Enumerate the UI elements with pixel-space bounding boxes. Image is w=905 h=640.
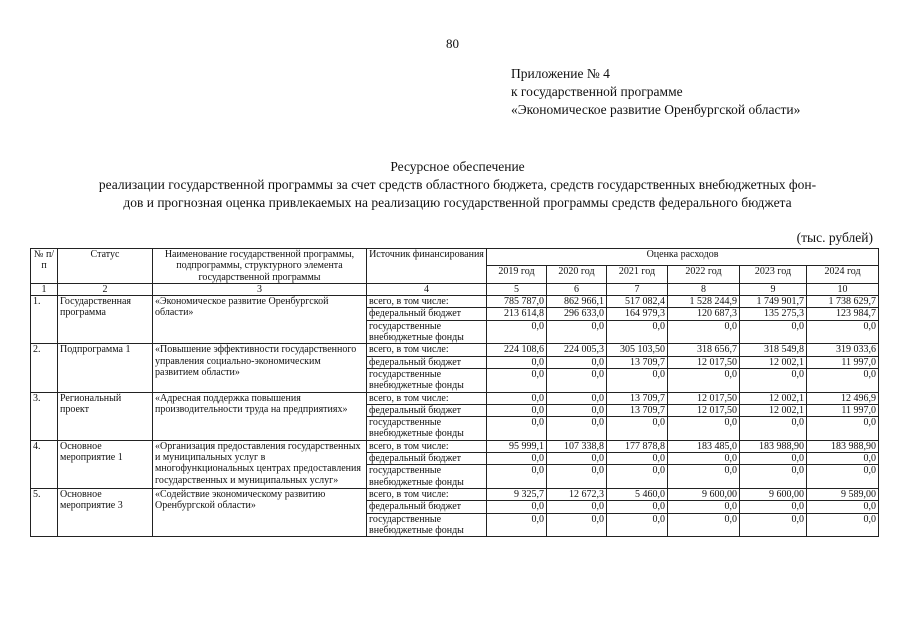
value-cell: 12 672,3 — [547, 488, 607, 500]
row-source: всего, в том числе: — [367, 392, 487, 404]
header-year: 2023 год — [740, 266, 807, 283]
row-number: 2. — [31, 344, 58, 392]
units-label: (тыс. рублей) — [796, 230, 873, 245]
value-cell: 0,0 — [740, 513, 807, 537]
row-source: государственные внебюджетные фонды — [367, 513, 487, 537]
value-cell: 0,0 — [547, 417, 607, 441]
value-cell: 1 738 629,7 — [807, 296, 879, 308]
value-cell: 0,0 — [668, 513, 740, 537]
value-cell: 0,0 — [607, 465, 668, 489]
row-name: «Адресная поддержка повышения производительности труда на предприятиях» — [153, 392, 367, 440]
value-cell: 305 103,50 — [607, 344, 668, 356]
heading-line: дов и прогнозная оценка привлекаемых на реализацию государственной программы средств федерального бюджета — [123, 195, 792, 210]
value-cell: 0,0 — [487, 501, 547, 513]
appendix-line: к государственной программе — [511, 84, 683, 99]
value-cell: 0,0 — [607, 513, 668, 537]
value-cell: 0,0 — [607, 453, 668, 465]
value-cell: 0,0 — [807, 465, 879, 489]
value-cell: 0,0 — [807, 417, 879, 441]
value-cell: 0,0 — [547, 404, 607, 416]
value-cell: 11 997,0 — [807, 404, 879, 416]
row-status: Основное мероприятие 3 — [58, 488, 153, 536]
value-cell: 862 966,1 — [547, 296, 607, 308]
index-cell: 1 — [31, 283, 58, 295]
value-cell: 0,0 — [547, 453, 607, 465]
index-cell: 3 — [153, 283, 367, 295]
header-row — [31, 249, 879, 266]
header-estimate: Оценка расходов — [487, 249, 879, 266]
value-cell: 0,0 — [740, 465, 807, 489]
row-source: всего, в том числе: — [367, 296, 487, 308]
value-cell: 183 485,0 — [668, 440, 740, 452]
value-cell: 11 997,0 — [807, 356, 879, 368]
row-source: федеральный бюджет — [367, 308, 487, 320]
value-cell: 135 275,3 — [740, 308, 807, 320]
value-cell: 12 496,9 — [807, 392, 879, 404]
header-year: 2019 год — [487, 266, 547, 283]
value-cell: 9 600,00 — [668, 488, 740, 500]
index-cell: 9 — [740, 283, 807, 295]
value-cell: 0,0 — [487, 453, 547, 465]
row-source: федеральный бюджет — [367, 501, 487, 513]
row-status: Государственная программа — [58, 296, 153, 344]
header-name: Наименование государственной программы, подпрограммы, структурного элемента государственной программы — [153, 249, 367, 284]
value-cell: 0,0 — [487, 404, 547, 416]
table-row — [31, 296, 879, 308]
value-cell: 0,0 — [487, 465, 547, 489]
index-cell: 10 — [807, 283, 879, 295]
value-cell: 0,0 — [547, 368, 607, 392]
appendix-line: «Экономическое развитие Оренбургской области» — [511, 102, 801, 117]
header-year: 2020 год — [547, 266, 607, 283]
header-year: 2021 год — [607, 266, 668, 283]
value-cell: 177 878,8 — [607, 440, 668, 452]
row-source: государственные внебюджетные фонды — [367, 465, 487, 489]
index-cell: 5 — [487, 283, 547, 295]
row-source: федеральный бюджет — [367, 356, 487, 368]
value-cell: 0,0 — [668, 368, 740, 392]
row-number: 3. — [31, 392, 58, 440]
value-cell: 0,0 — [607, 320, 668, 344]
row-source: всего, в том числе: — [367, 488, 487, 500]
row-number: 4. — [31, 440, 58, 488]
value-cell: 0,0 — [668, 501, 740, 513]
index-cell: 6 — [547, 283, 607, 295]
value-cell: 0,0 — [807, 501, 879, 513]
header-source: Источник финансирования — [367, 249, 487, 284]
row-source: государственные внебюджетные фонды — [367, 417, 487, 441]
value-cell: 224 005,3 — [547, 344, 607, 356]
value-cell: 0,0 — [807, 513, 879, 537]
value-cell: 785 787,0 — [487, 296, 547, 308]
row-name: «Повышение эффективности государственного управления социально-экономическим развитием области» — [153, 344, 367, 392]
value-cell: 0,0 — [807, 453, 879, 465]
row-number: 5. — [31, 488, 58, 536]
value-cell: 95 999,1 — [487, 440, 547, 452]
header-num: № п/п — [31, 249, 58, 284]
value-cell: 0,0 — [547, 392, 607, 404]
value-cell: 0,0 — [547, 465, 607, 489]
appendix-line: Приложение № 4 — [511, 66, 610, 81]
value-cell: 13 709,7 — [607, 392, 668, 404]
value-cell: 0,0 — [668, 417, 740, 441]
index-cell: 8 — [668, 283, 740, 295]
value-cell: 0,0 — [807, 368, 879, 392]
value-cell: 0,0 — [487, 513, 547, 537]
value-cell: 12 017,50 — [668, 356, 740, 368]
row-source: всего, в том числе: — [367, 344, 487, 356]
row-source: государственные внебюджетные фонды — [367, 320, 487, 344]
value-cell: 0,0 — [487, 417, 547, 441]
row-source: всего, в том числе: — [367, 440, 487, 452]
table-row — [31, 488, 879, 500]
value-cell: 319 033,6 — [807, 344, 879, 356]
value-cell: 0,0 — [740, 320, 807, 344]
value-cell: 224 108,6 — [487, 344, 547, 356]
value-cell: 13 709,7 — [607, 356, 668, 368]
value-cell: 0,0 — [547, 320, 607, 344]
value-cell: 12 002,1 — [740, 392, 807, 404]
value-cell: 0,0 — [607, 368, 668, 392]
header-year: 2024 год — [807, 266, 879, 283]
value-cell: 123 984,7 — [807, 308, 879, 320]
row-name: «Содействие экономическому развитию Оренбургской области» — [153, 488, 367, 536]
value-cell: 0,0 — [487, 392, 547, 404]
value-cell: 0,0 — [668, 320, 740, 344]
value-cell: 183 988,90 — [740, 440, 807, 452]
value-cell: 0,0 — [740, 501, 807, 513]
value-cell: 12 017,50 — [668, 392, 740, 404]
value-cell: 0,0 — [668, 453, 740, 465]
value-cell: 0,0 — [547, 501, 607, 513]
value-cell: 0,0 — [607, 501, 668, 513]
value-cell: 0,0 — [487, 320, 547, 344]
value-cell: 0,0 — [668, 465, 740, 489]
table-row — [31, 344, 879, 356]
value-cell: 318 549,8 — [740, 344, 807, 356]
row-source: федеральный бюджет — [367, 404, 487, 416]
value-cell: 9 325,7 — [487, 488, 547, 500]
budget-table — [30, 248, 879, 537]
value-cell: 164 979,3 — [607, 308, 668, 320]
index-row — [31, 283, 879, 295]
value-cell: 5 460,0 — [607, 488, 668, 500]
appendix-note — [511, 65, 800, 119]
value-cell: 9 589,00 — [807, 488, 879, 500]
page-number: 80 — [446, 36, 459, 51]
value-cell: 296 633,0 — [547, 308, 607, 320]
value-cell: 12 002,1 — [740, 356, 807, 368]
value-cell: 318 656,7 — [668, 344, 740, 356]
row-status: Региональный проект — [58, 392, 153, 440]
value-cell: 0,0 — [740, 417, 807, 441]
value-cell: 1 528 244,9 — [668, 296, 740, 308]
value-cell: 13 709,7 — [607, 404, 668, 416]
value-cell: 0,0 — [487, 368, 547, 392]
value-cell: 0,0 — [807, 320, 879, 344]
index-cell: 2 — [58, 283, 153, 295]
row-name: «Организация предоставления государственных и муниципальных услуг в многофункциональных центрах предоставления государственных и муниципальных услуг» — [153, 440, 367, 488]
heading-line: реализации государственной программы за счет средств областного бюджета, средств государственных внебюджетных фон- — [98, 177, 817, 192]
header-year: 2022 год — [668, 266, 740, 283]
value-cell: 120 687,3 — [668, 308, 740, 320]
value-cell: 12 017,50 — [668, 404, 740, 416]
index-cell: 7 — [607, 283, 668, 295]
index-cell: 4 — [367, 283, 487, 295]
table-row — [31, 392, 879, 404]
value-cell: 0,0 — [547, 356, 607, 368]
value-cell: 107 338,8 — [547, 440, 607, 452]
row-status: Основное мероприятие 1 — [58, 440, 153, 488]
value-cell: 0,0 — [740, 453, 807, 465]
value-cell: 213 614,8 — [487, 308, 547, 320]
value-cell: 9 600,00 — [740, 488, 807, 500]
value-cell: 517 082,4 — [607, 296, 668, 308]
value-cell: 0,0 — [547, 513, 607, 537]
header-status: Статус — [58, 249, 153, 284]
table-row — [31, 440, 879, 452]
row-number: 1. — [31, 296, 58, 344]
row-name: «Экономическое развитие Оренбургской области» — [153, 296, 367, 344]
value-cell: 0,0 — [487, 356, 547, 368]
value-cell: 1 749 901,7 — [740, 296, 807, 308]
heading-title: Ресурсное обеспечение — [390, 159, 525, 174]
value-cell: 183 988,90 — [807, 440, 879, 452]
value-cell: 0,0 — [607, 417, 668, 441]
row-source: государственные внебюджетные фонды — [367, 368, 487, 392]
row-status: Подпрограмма 1 — [58, 344, 153, 392]
row-source: федеральный бюджет — [367, 453, 487, 465]
value-cell: 0,0 — [740, 368, 807, 392]
value-cell: 12 002,1 — [740, 404, 807, 416]
document-heading — [40, 158, 875, 212]
